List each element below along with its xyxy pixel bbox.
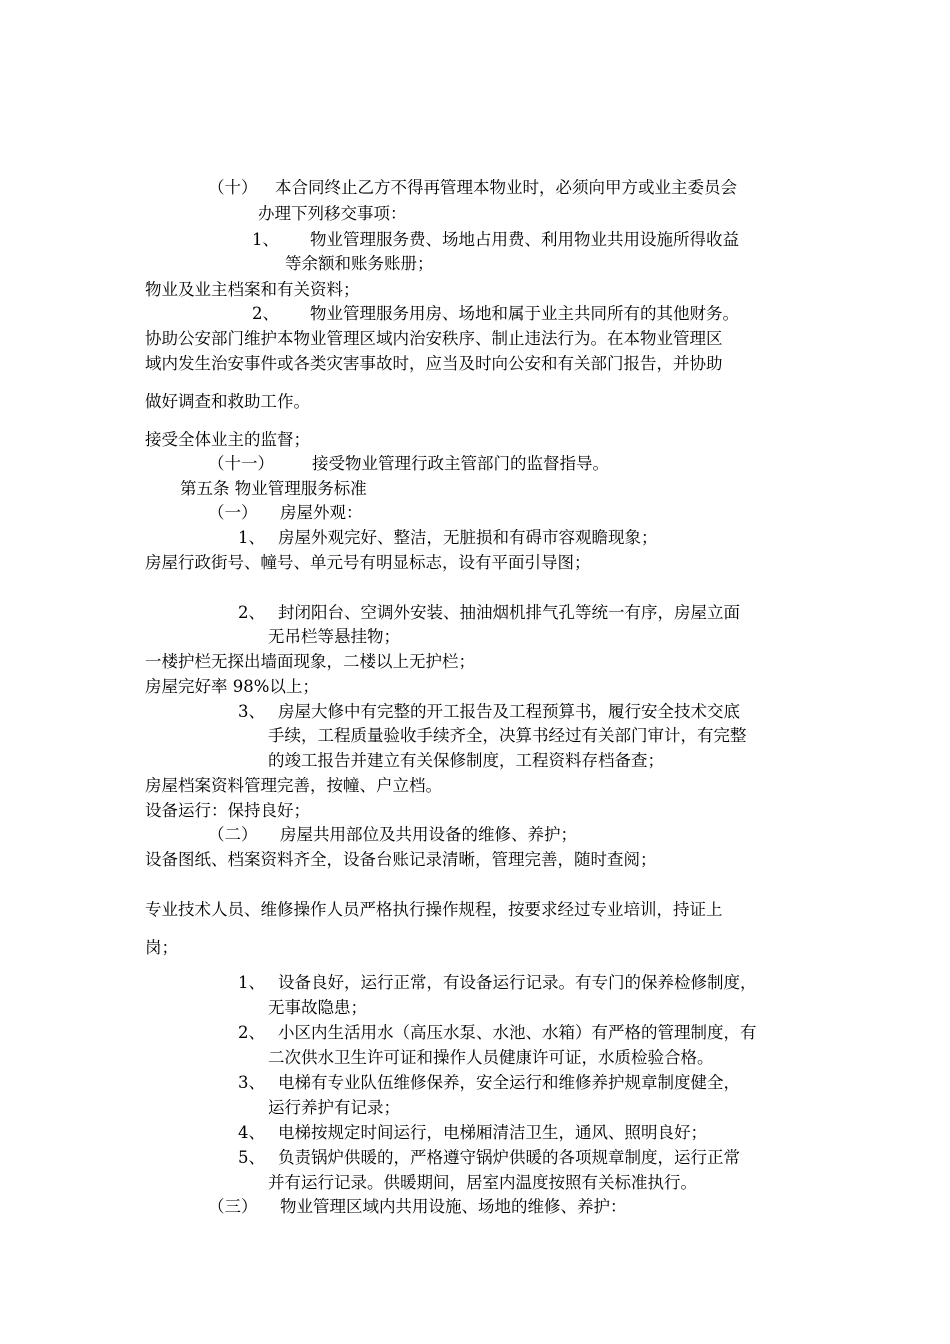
subsection bbox=[208, 823, 577, 847]
item-number: 2、 bbox=[238, 1023, 265, 1042]
item-text-continued: 二次供水卫生许可证和操作人员健康许可证，水质检验合格。 bbox=[268, 1048, 714, 1067]
paragraph: 做好调查和救助工作。 bbox=[145, 392, 310, 411]
item-number: 2、 bbox=[238, 603, 265, 622]
list-item bbox=[238, 601, 740, 625]
paragraph: 专业技术人员、维修操作人员严格执行操作规程，按要求经过专业培训，持证上 bbox=[145, 900, 723, 919]
list-item bbox=[252, 228, 739, 252]
section-heading: 第五条 物业管理服务标准 bbox=[180, 479, 367, 498]
list-item bbox=[252, 302, 739, 326]
item-text: 电梯有专业队伍维修保养，安全运行和维修养护规章制度健全， bbox=[278, 1073, 740, 1092]
list-item bbox=[238, 1121, 707, 1145]
clause-11 bbox=[208, 452, 609, 476]
list-item bbox=[238, 1146, 740, 1170]
clause-text: 接受物业管理行政主管部门的监督指导。 bbox=[312, 454, 609, 473]
clause-number: （十） bbox=[208, 178, 258, 197]
item-text-continued: 手续，工程质量验收手续齐全，决算书经过有关部门审计，有完整 bbox=[268, 726, 747, 745]
item-text-continued: 无吊栏等悬挂物； bbox=[268, 627, 400, 646]
item-text: 负责锅炉供暖的，严格遵守锅炉供暖的各项规章制度，运行正常 bbox=[278, 1148, 740, 1167]
item-text-continued: 运行养护有记录； bbox=[268, 1098, 400, 1117]
item-text-continued: 的竣工报告并建立有关保修制度，工程资料存档备查； bbox=[268, 751, 664, 770]
subsection-number: （三） bbox=[208, 1197, 258, 1216]
paragraph: 域内发生治安事件或各类灾害事故时，应当及时向公安和有关部门报告，并协助 bbox=[145, 354, 723, 373]
subsection bbox=[208, 501, 363, 525]
item-number: 2、 bbox=[252, 304, 279, 323]
item-text: 房屋外观完好、整洁，无脏损和有碍市容观瞻现象； bbox=[278, 528, 658, 547]
item-number: 3、 bbox=[238, 1073, 265, 1092]
paragraph: 设备运行：保持良好； bbox=[145, 801, 310, 820]
paragraph: 接受全体业主的监督； bbox=[145, 430, 310, 449]
item-text-continued: 无事故隐患； bbox=[268, 998, 367, 1017]
item-text: 设备良好，运行正常，有设备运行记录。有专门的保养检修制度， bbox=[278, 973, 757, 992]
item-text: 封闭阳台、空调外安装、抽油烟机排气孔等统一有序，房屋立面 bbox=[278, 603, 740, 622]
list-item bbox=[238, 971, 757, 995]
item-text: 物业管理服务费、场地占用费、利用物业共用设施所得收益 bbox=[310, 230, 739, 249]
subsection-number: （一） bbox=[208, 503, 258, 522]
clause-text-continued: 办理下列移交事项： bbox=[258, 204, 407, 223]
clause-10 bbox=[208, 176, 737, 200]
item-number: 5、 bbox=[238, 1148, 265, 1167]
item-text: 小区内生活用水（高压水泵、水池、水箱）有严格的管理制度，有 bbox=[278, 1023, 757, 1042]
item-text: 房屋大修中有完整的开工报告及工程预算书，履行安全技术交底 bbox=[278, 702, 740, 721]
item-text-continued: 等余额和账务账册； bbox=[285, 254, 434, 273]
paragraph: 房屋完好率 98%以上； bbox=[145, 677, 319, 696]
subsection-text: 房屋共用部位及共用设备的维修、养护； bbox=[280, 825, 577, 844]
item-number: 1、 bbox=[252, 230, 279, 249]
paragraph: 房屋行政街号、幢号、单元号有明显标志，设有平面引导图； bbox=[145, 553, 591, 572]
list-item bbox=[238, 700, 740, 724]
paragraph: 物业及业主档案和有关资料； bbox=[145, 280, 360, 299]
paragraph: 一楼护栏无探出墙面现象，二楼以上无护栏； bbox=[145, 652, 475, 671]
clause-number: （十一） bbox=[208, 454, 274, 473]
list-item bbox=[238, 1071, 740, 1095]
subsection-text: 物业管理区域内共用设施、场地的维修、养护： bbox=[280, 1197, 627, 1216]
paragraph: 协助公安部门维护本物业管理区域内治安秩序、制止违法行为。在本物业管理区 bbox=[145, 329, 723, 348]
item-number: 4、 bbox=[238, 1123, 265, 1142]
subsection-number: （二） bbox=[208, 825, 258, 844]
subsection-text: 房屋外观： bbox=[280, 503, 363, 522]
item-text: 物业管理服务用房、场地和属于业主共同所有的其他财务。 bbox=[310, 304, 739, 323]
item-text-continued: 并有运行记录。供暖期间，居室内温度按照有关标准执行。 bbox=[268, 1173, 697, 1192]
item-number: 3、 bbox=[238, 702, 265, 721]
list-item bbox=[238, 526, 658, 550]
list-item bbox=[238, 1021, 757, 1045]
subsection bbox=[208, 1195, 627, 1219]
paragraph: 设备图纸、档案资料齐全，设备台账记录清晰，管理完善，随时查阅； bbox=[145, 850, 657, 869]
clause-text: 本合同终止乙方不得再管理本物业时，必须向甲方或业主委员会 bbox=[275, 178, 737, 197]
item-number: 1、 bbox=[238, 528, 265, 547]
paragraph: 岗； bbox=[145, 938, 178, 957]
item-text: 电梯按规定时间运行，电梯厢清洁卫生，通风、照明良好； bbox=[278, 1123, 707, 1142]
item-number: 1、 bbox=[238, 973, 265, 992]
paragraph: 房屋档案资料管理完善，按幢、户立档。 bbox=[145, 776, 442, 795]
